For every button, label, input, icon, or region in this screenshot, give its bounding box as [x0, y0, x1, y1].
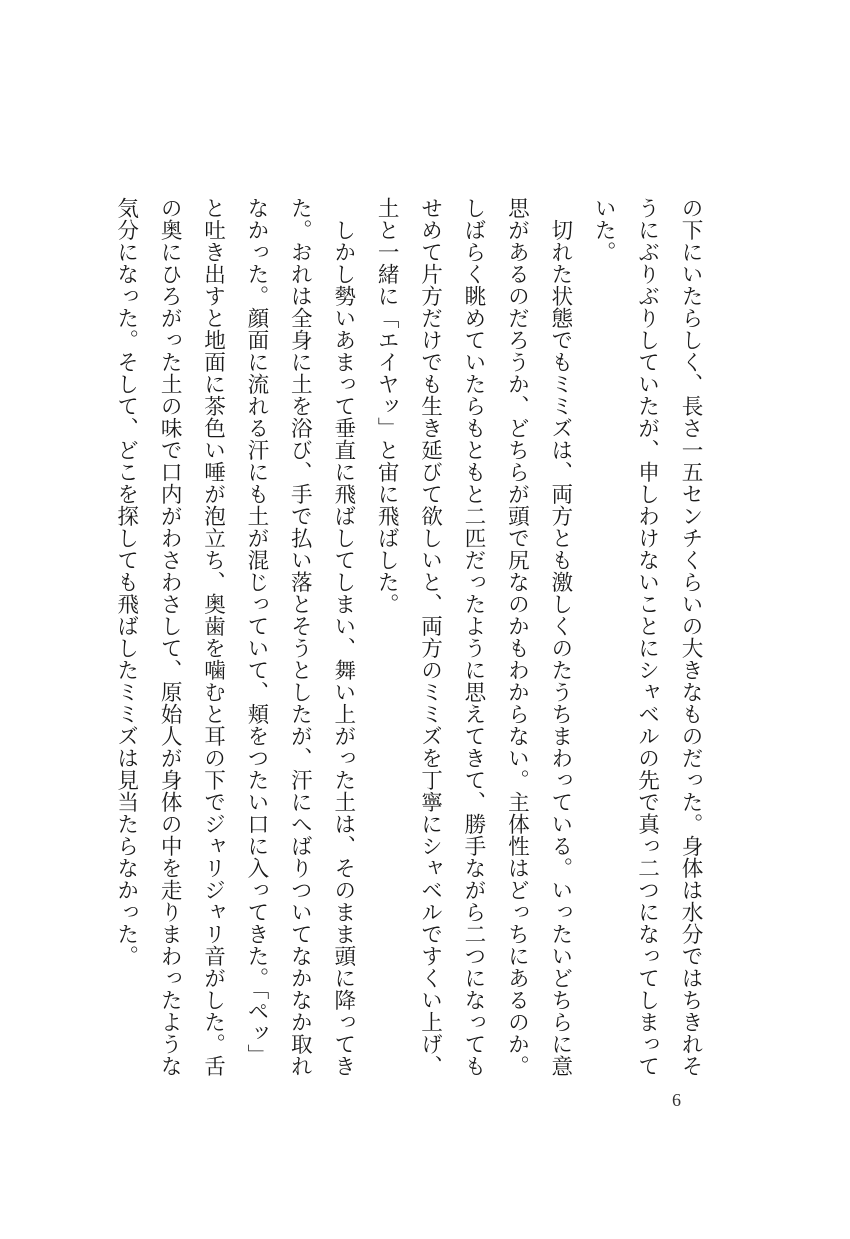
body-text	[113, 197, 712, 1077]
paragraph-3: しかし勢いあまって垂直に飛ばしてしまい、舞い上がった土は、そのまま頭に降ってきた。おれは全身に土を浴び、手で払い落とそうとしたが、汗にへばりついてなかなか取れなかった。顔面に流れる汗にも土が混じっていて、頬をつたい口に入ってきた。「ペッ」と吐き出すと地面に茶色い唾が泡立ち、奥歯を噛むと耳の下でジャリジャリ音がした。舌の奥にひろがった土の味で口内がわさわさして、原始人が身体の中を走りまわったような気分になった。そして、どこを探しても飛ばしたミミズは見当たらなかった。	[113, 197, 356, 1077]
page-number: 6	[672, 1090, 681, 1110]
paragraph-2: 切れた状態でもミミズは、両方とも激しくのたうちまわっている。いったいどちらに意思があるのだろうか、どちらが頭で尻なのかもわからない。主体性はどっちにあるのか。しばらく眺めていたらもともと二匹だったように思えてきて、勝手ながら二つになってもせめて片方だけでも生き延びて欲しいと、両方のミミズを丁寧にシャベルですくい上げ、土と一緒に「エイヤッ」と宙に飛ばした。	[374, 197, 573, 1077]
paragraph-1: の下にいたらしく、長さ一五センチくらいの大きなものだった。身体は水分ではちきれそうにぶりぶりしていたが、申しわけないことにシャベルの先で真っ二つになってしまっていた。	[591, 197, 703, 1077]
